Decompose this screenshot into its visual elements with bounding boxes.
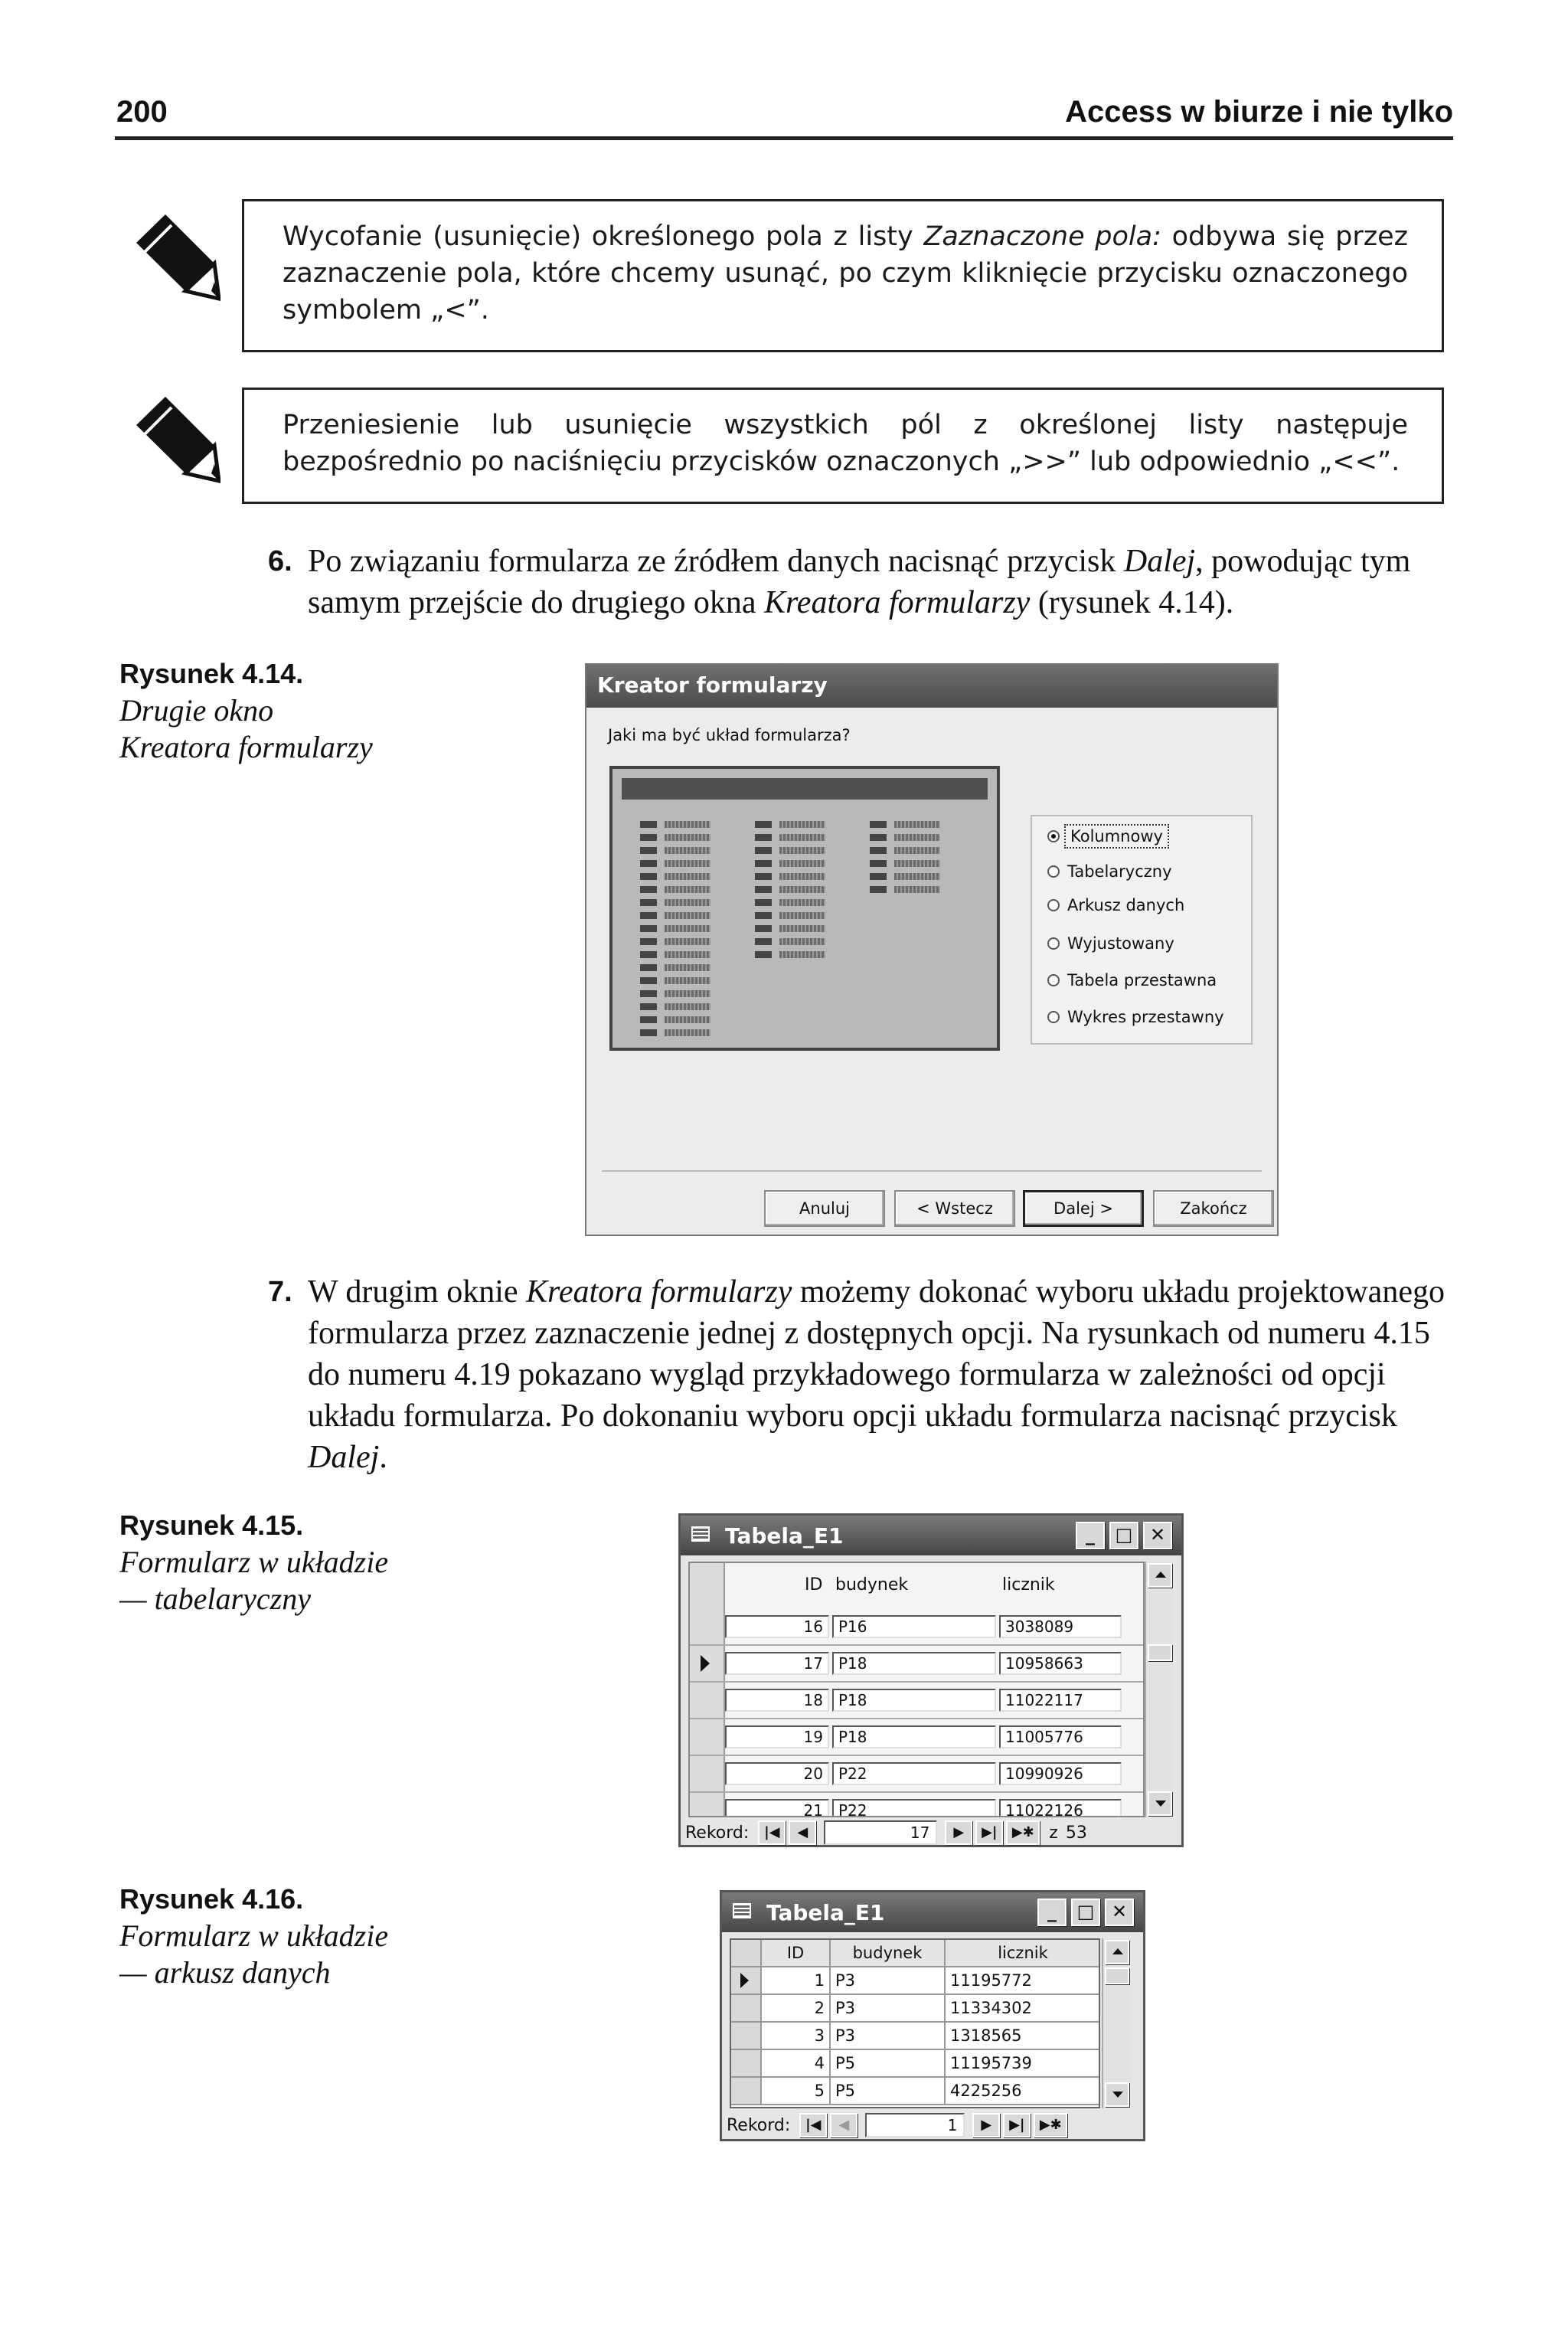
step-text: możemy dokonać wyboru układu projektowanego formularza przez zaznaczenie jednej z dostępnych opcji. Na rysunkach od numeru 4.15 do numeru 4.19 pokazano wygląd przykładowego formularza w zależności od opcji układu formularza. Po dokonaniu wyboru opcji układu formularza nacisnąć przycisk bbox=[308, 1274, 1445, 1434]
preview-field-block bbox=[894, 860, 940, 867]
scroll-thumb[interactable] bbox=[1105, 1967, 1129, 1984]
preview-label-block bbox=[870, 834, 887, 841]
running-head: Access w biurze i nie tylko bbox=[1065, 95, 1453, 129]
preview-label-block bbox=[870, 821, 887, 828]
figure-caption-line: — arkusz danych bbox=[119, 1955, 331, 1990]
last-record-icon[interactable]: ▶| bbox=[975, 1820, 1003, 1845]
step-text: Po związaniu formularza ze źródłem danych nacisnąć przycisk bbox=[308, 544, 1124, 579]
figure-caption-4-14 bbox=[119, 656, 456, 766]
cancel-button[interactable]: Anuluj bbox=[764, 1190, 885, 1227]
preview-field-block bbox=[665, 990, 710, 997]
preview-field-block bbox=[665, 977, 710, 984]
note-text: Wycofanie (usunięcie) określonego pola z listy bbox=[283, 221, 924, 252]
preview-field-block bbox=[665, 951, 710, 958]
datasheet-row[interactable] bbox=[731, 2023, 1100, 2050]
licznik-cell[interactable]: 11334302 bbox=[946, 1995, 1100, 2021]
id-cell[interactable]: 4 bbox=[762, 2050, 831, 2076]
note-box-remove-field bbox=[242, 199, 1444, 352]
finish-button[interactable]: Zakończ bbox=[1153, 1190, 1274, 1227]
preview-field-block bbox=[779, 873, 825, 880]
first-record-icon[interactable]: |◀ bbox=[799, 2113, 827, 2137]
preview-label-block bbox=[755, 886, 772, 893]
tabular-form-window bbox=[678, 1513, 1184, 1847]
layout-options-group bbox=[1031, 815, 1253, 1045]
preview-field-block bbox=[894, 847, 940, 854]
id-field[interactable]: 20 bbox=[725, 1762, 829, 1785]
radio-icon[interactable] bbox=[1047, 937, 1060, 950]
step-text-italic: Kreatora formularzy bbox=[764, 585, 1031, 620]
licznik-cell[interactable]: 11195772 bbox=[946, 1967, 1100, 1993]
licznik-field[interactable]: 10990926 bbox=[999, 1762, 1122, 1785]
next-record-icon[interactable]: ▶ bbox=[945, 1820, 972, 1845]
datasheet-row[interactable] bbox=[731, 1967, 1100, 1995]
option-arkusz-danych[interactable] bbox=[1047, 896, 1184, 914]
preview-field-block bbox=[665, 821, 710, 828]
form-row[interactable] bbox=[690, 1791, 1145, 1817]
scroll-down-icon[interactable] bbox=[1105, 2082, 1129, 2107]
budynek-cell[interactable]: P3 bbox=[831, 1995, 946, 2021]
preview-label-block bbox=[870, 873, 887, 880]
window-title: Tabela_E1 bbox=[766, 1900, 885, 1925]
pencil-icon bbox=[121, 391, 220, 486]
column-header-id: ID bbox=[805, 1575, 823, 1594]
layout-preview bbox=[609, 766, 1000, 1051]
wizard-title: Kreator formularzy bbox=[597, 672, 828, 698]
column-header-licznik[interactable]: licznik bbox=[946, 1940, 1100, 1966]
current-record-field[interactable]: 1 bbox=[865, 2113, 965, 2137]
current-record-arrow-icon bbox=[740, 1973, 749, 1988]
figure-label: Rysunek 4.16. bbox=[119, 1883, 304, 1915]
new-record-icon[interactable]: ▶✱ bbox=[1034, 2113, 1067, 2137]
preview-label-block bbox=[640, 951, 657, 958]
scroll-up-icon[interactable] bbox=[1148, 1563, 1172, 1588]
preview-field-block bbox=[665, 834, 710, 841]
figure-caption-line: Formularz w układzie bbox=[119, 1918, 389, 1953]
column-header-id[interactable]: ID bbox=[762, 1940, 831, 1966]
scroll-thumb[interactable] bbox=[1148, 1644, 1172, 1661]
preview-label-block bbox=[640, 821, 657, 828]
radio-icon[interactable] bbox=[1047, 899, 1060, 911]
figure-caption-line: Drugie okno bbox=[119, 693, 274, 728]
budynek-cell[interactable]: P3 bbox=[831, 1967, 946, 1993]
record-of-label: z bbox=[1049, 1823, 1058, 1843]
preview-field-block bbox=[779, 821, 825, 828]
licznik-field[interactable]: 11005776 bbox=[999, 1725, 1122, 1748]
preview-field-block bbox=[894, 821, 940, 828]
budynek-field[interactable]: P18 bbox=[832, 1689, 996, 1712]
option-label: Wykres przestawny bbox=[1067, 1008, 1224, 1026]
window-titlebar bbox=[722, 1892, 1143, 1932]
figure-caption-line: Formularz w układzie bbox=[119, 1545, 389, 1579]
preview-label-block bbox=[755, 834, 772, 841]
column-header-licznik: licznik bbox=[1002, 1575, 1055, 1594]
note-box-move-all-fields bbox=[242, 388, 1444, 504]
preview-field-block bbox=[665, 860, 710, 867]
note-text-italic: Zaznaczone pola: bbox=[923, 221, 1161, 252]
step-text: (rysunek 4.14). bbox=[1030, 585, 1234, 620]
id-cell[interactable]: 2 bbox=[762, 1995, 831, 2021]
row-selector[interactable] bbox=[731, 1995, 762, 2021]
preview-field-block bbox=[894, 834, 940, 841]
radio-selected-icon[interactable] bbox=[1047, 830, 1060, 842]
option-tabelaryczny[interactable] bbox=[1047, 862, 1172, 881]
preview-field-block bbox=[665, 899, 710, 906]
budynek-field[interactable]: P22 bbox=[832, 1799, 996, 1817]
preview-field-block bbox=[779, 925, 825, 932]
scroll-up-icon[interactable] bbox=[1105, 1940, 1129, 1964]
figure-label: Rysunek 4.15. bbox=[119, 1509, 304, 1541]
preview-field-block bbox=[779, 951, 825, 958]
minimize-icon[interactable]: _ bbox=[1076, 1522, 1105, 1549]
licznik-cell[interactable]: 1318565 bbox=[946, 2023, 1100, 2049]
header-rule bbox=[115, 136, 1453, 140]
vertical-scrollbar[interactable] bbox=[1102, 1938, 1131, 2108]
preview-label-block bbox=[755, 821, 772, 828]
form-row[interactable] bbox=[690, 1718, 1145, 1756]
radio-icon[interactable] bbox=[1047, 1011, 1060, 1023]
wizard-titlebar bbox=[586, 665, 1277, 708]
preview-field-block bbox=[665, 847, 710, 854]
window-title: Tabela_E1 bbox=[725, 1523, 844, 1549]
id-field[interactable]: 18 bbox=[725, 1689, 829, 1712]
preview-field-block bbox=[779, 938, 825, 945]
preview-field-block bbox=[665, 1003, 710, 1010]
datasheet-row[interactable] bbox=[731, 1995, 1100, 2023]
preview-field-block bbox=[779, 886, 825, 893]
option-tabela-przestawna[interactable] bbox=[1047, 971, 1217, 989]
record-total: 53 bbox=[1065, 1823, 1087, 1843]
step-text-italic: Dalej bbox=[308, 1440, 380, 1475]
current-record-arrow-icon bbox=[701, 1655, 710, 1672]
preview-field-block bbox=[665, 873, 710, 880]
step-number: 6. bbox=[268, 545, 292, 577]
table-window-icon bbox=[691, 1526, 710, 1542]
form-row[interactable] bbox=[690, 1608, 1145, 1646]
preview-label-block bbox=[755, 951, 772, 958]
maximize-icon[interactable]: □ bbox=[1071, 1899, 1100, 1926]
preview-field-block bbox=[665, 886, 710, 893]
preview-label-block bbox=[870, 860, 887, 867]
step-7 bbox=[268, 1271, 1447, 1478]
preview-label-block bbox=[640, 1003, 657, 1010]
figure-caption-4-15 bbox=[119, 1507, 456, 1617]
budynek-cell[interactable]: P3 bbox=[831, 2023, 946, 2049]
option-label: Tabela przestawna bbox=[1067, 971, 1217, 989]
note-text: odbywa się przez zaznaczenie pola, które chcemy usunąć, po czym kliknięcie przycisku oznaczonego symbolem „<”. bbox=[283, 221, 1408, 325]
licznik-cell[interactable]: 4225256 bbox=[946, 2078, 1100, 2104]
table-window-icon bbox=[733, 1903, 751, 1918]
preview-label-block bbox=[755, 847, 772, 854]
option-wyjustowany[interactable] bbox=[1047, 934, 1174, 953]
preview-label-block bbox=[640, 964, 657, 971]
preview-label-block bbox=[640, 873, 657, 880]
column-header-budynek: budynek bbox=[835, 1575, 909, 1594]
budynek-field[interactable]: P18 bbox=[832, 1725, 996, 1748]
preview-field-block bbox=[894, 886, 940, 893]
radio-icon[interactable] bbox=[1047, 974, 1060, 986]
record-navigation-bar bbox=[727, 2110, 1070, 2141]
id-field[interactable]: 16 bbox=[725, 1615, 829, 1638]
preview-field-block bbox=[779, 847, 825, 854]
budynek-cell[interactable]: P5 bbox=[831, 2050, 946, 2076]
select-all-cell[interactable] bbox=[731, 1940, 762, 1966]
preview-label-block bbox=[755, 860, 772, 867]
close-icon[interactable]: ✕ bbox=[1105, 1899, 1134, 1926]
preview-label-block bbox=[755, 938, 772, 945]
budynek-field[interactable]: P22 bbox=[832, 1762, 996, 1785]
next-record-icon[interactable]: ▶ bbox=[972, 2113, 1000, 2137]
vertical-scrollbar[interactable] bbox=[1145, 1562, 1174, 1817]
option-label: Tabelaryczny bbox=[1067, 862, 1172, 881]
radio-icon[interactable] bbox=[1047, 865, 1060, 878]
preview-label-block bbox=[755, 925, 772, 932]
preview-label-block bbox=[755, 873, 772, 880]
licznik-cell[interactable]: 11195739 bbox=[946, 2050, 1100, 2076]
datasheet-grid bbox=[730, 1938, 1100, 2108]
preview-label-block bbox=[640, 912, 657, 919]
form-row[interactable] bbox=[690, 1755, 1145, 1793]
maximize-icon[interactable]: □ bbox=[1109, 1522, 1138, 1549]
close-icon[interactable]: ✕ bbox=[1143, 1522, 1172, 1549]
last-record-icon[interactable]: ▶| bbox=[1003, 2113, 1031, 2137]
budynek-field[interactable]: P18 bbox=[832, 1652, 996, 1675]
id-cell[interactable]: 5 bbox=[762, 2078, 831, 2104]
back-button[interactable]: < Wstecz bbox=[894, 1190, 1015, 1227]
previous-record-icon[interactable]: ◀ bbox=[789, 1820, 816, 1845]
preview-field-block bbox=[665, 964, 710, 971]
datasheet-row[interactable] bbox=[731, 2078, 1100, 2105]
wizard-separator bbox=[602, 1170, 1262, 1172]
preview-field-block bbox=[665, 925, 710, 932]
preview-label-block bbox=[640, 886, 657, 893]
licznik-field[interactable]: 10958663 bbox=[999, 1652, 1122, 1675]
preview-field-block bbox=[779, 912, 825, 919]
note-text: Przeniesienie lub usunięcie wszystkich pól z określonej listy następuje bezpośrednio po naciśnięciu przycisków oznaczonych „>>” lub odpowiednio „<<”. bbox=[283, 410, 1408, 477]
option-wykres-przestawny[interactable] bbox=[1047, 1008, 1224, 1026]
current-record-field[interactable]: 17 bbox=[824, 1820, 937, 1845]
preview-label-block bbox=[640, 847, 657, 854]
step-6 bbox=[268, 541, 1447, 623]
id-cell[interactable]: 1 bbox=[762, 1967, 831, 1993]
first-record-icon[interactable]: |◀ bbox=[758, 1820, 786, 1845]
preview-field-block bbox=[894, 873, 940, 880]
step-text: , powodując tym samym przejście do drugiego okna bbox=[308, 544, 1411, 620]
row-selector[interactable] bbox=[731, 2023, 762, 2049]
id-cell[interactable]: 3 bbox=[762, 2023, 831, 2049]
preview-label-block bbox=[640, 1029, 657, 1036]
previous-record-icon[interactable]: ◀ bbox=[830, 2113, 858, 2137]
preview-label-block bbox=[640, 977, 657, 984]
window-titlebar bbox=[681, 1516, 1181, 1555]
page-number: 200 bbox=[116, 95, 168, 129]
column-header-budynek[interactable]: budynek bbox=[831, 1940, 946, 1966]
figure-caption-line: — tabelaryczny bbox=[119, 1581, 311, 1616]
scroll-down-icon[interactable] bbox=[1148, 1791, 1172, 1816]
budynek-field[interactable]: P16 bbox=[832, 1615, 996, 1638]
preview-field-block bbox=[665, 1029, 710, 1036]
option-label: Arkusz danych bbox=[1067, 896, 1185, 914]
budynek-cell[interactable]: P5 bbox=[831, 2078, 946, 2104]
preview-label-block bbox=[640, 925, 657, 932]
record-label: Rekord: bbox=[685, 1823, 750, 1843]
datasheet-form-window bbox=[720, 1890, 1145, 2141]
next-button[interactable]: Dalej > bbox=[1023, 1190, 1144, 1227]
preview-label-block bbox=[755, 899, 772, 906]
preview-field-block bbox=[665, 912, 710, 919]
figure-label: Rysunek 4.14. bbox=[119, 658, 304, 689]
minimize-icon[interactable]: _ bbox=[1037, 1899, 1067, 1926]
datasheet-header-row bbox=[731, 1940, 1100, 1967]
form-wizard-window bbox=[585, 663, 1279, 1236]
wizard-question: Jaki ma być układ formularza? bbox=[608, 726, 851, 744]
preview-field-block bbox=[665, 1016, 710, 1023]
licznik-field[interactable]: 11022117 bbox=[999, 1689, 1122, 1712]
tabular-form-body bbox=[688, 1562, 1145, 1817]
preview-label-block bbox=[640, 860, 657, 867]
id-field[interactable]: 17 bbox=[725, 1652, 829, 1675]
new-record-icon[interactable]: ▶✱ bbox=[1006, 1820, 1040, 1845]
preview-label-block bbox=[640, 834, 657, 841]
id-field[interactable]: 21 bbox=[725, 1799, 829, 1817]
datasheet-row[interactable] bbox=[731, 2050, 1100, 2078]
licznik-field[interactable]: 11022126 bbox=[999, 1799, 1122, 1817]
preview-label-block bbox=[640, 899, 657, 906]
step-number: 7. bbox=[268, 1276, 292, 1308]
preview-label-block bbox=[640, 1016, 657, 1023]
figure-caption-line: Kreatora formularzy bbox=[119, 730, 373, 764]
preview-label-block bbox=[640, 990, 657, 997]
row-selector[interactable] bbox=[731, 2078, 762, 2104]
record-label: Rekord: bbox=[727, 2115, 791, 2135]
preview-label-block bbox=[640, 938, 657, 945]
id-field[interactable]: 19 bbox=[725, 1725, 829, 1748]
preview-label-block bbox=[755, 912, 772, 919]
preview-label-block bbox=[870, 886, 887, 893]
option-kolumnowy[interactable] bbox=[1047, 827, 1166, 845]
row-selector[interactable] bbox=[731, 1967, 762, 1993]
pencil-icon bbox=[121, 208, 220, 304]
form-row[interactable] bbox=[690, 1681, 1145, 1719]
preview-field-block bbox=[779, 899, 825, 906]
record-navigation-bar bbox=[685, 1817, 1087, 1848]
preview-field-block bbox=[779, 860, 825, 867]
option-label: Kolumnowy bbox=[1067, 827, 1166, 845]
option-label: Wyjustowany bbox=[1067, 934, 1174, 953]
step-text: . bbox=[379, 1440, 387, 1475]
preview-header-bar bbox=[622, 778, 988, 800]
figure-caption-4-16 bbox=[119, 1881, 456, 1991]
step-text: W drugim oknie bbox=[308, 1274, 527, 1310]
form-row[interactable] bbox=[690, 1644, 1145, 1683]
preview-field-block bbox=[779, 834, 825, 841]
step-text-italic: Dalej bbox=[1123, 544, 1196, 579]
preview-field-block bbox=[665, 938, 710, 945]
licznik-field[interactable]: 3038089 bbox=[999, 1615, 1122, 1638]
row-selector[interactable] bbox=[731, 2050, 762, 2076]
step-text-italic: Kreatora formularzy bbox=[526, 1274, 792, 1310]
preview-label-block bbox=[870, 847, 887, 854]
